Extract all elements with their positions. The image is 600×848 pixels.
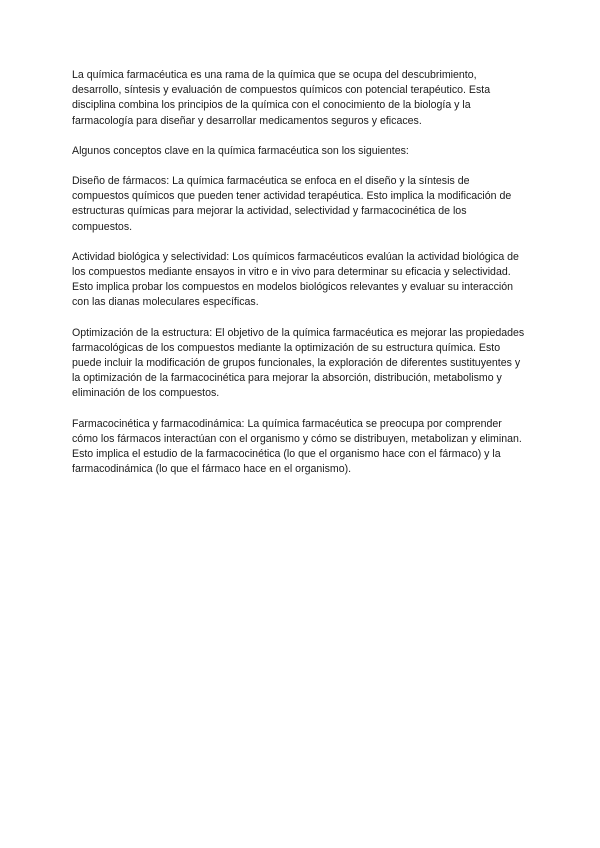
- intro-paragraph: La química farmacéutica es una rama de la química que se ocupa del descubrimiento, desarrollo, síntesis y evaluación de compuestos químicos con potencial terapéutico. Esta disciplina combina los principios de la química con el conocimiento de la biología y la farmacología para diseñar y desarrollar medicamentos seguros y eficaces.: [72, 69, 491, 127]
- concept-drug-design: Diseño de fármacos: La química farmacéutica se enfoca en el diseño y la síntesis de compuestos químicos que pueden tener actividad terapéutica. Esto implica la modificación de estructuras químicas para mejorar la actividad, selectividad y farmacocinética de los compuestos.: [72, 175, 512, 233]
- concept-biological-activity: Actividad biológica y selectividad: Los químicos farmacéuticos evalúan la actividad biológica de los compuestos mediante ensayos in vitro e in vivo para determinar su eficacia y selectividad. Esto implica probar los compuestos en modelos biológicos relevantes y evaluar su interacción con las dianas moleculares específicas.: [72, 250, 519, 309]
- key-concepts-intro: Algunos conceptos clave en la química farmacéutica son los siguientes:: [72, 144, 409, 157]
- concept-pharmacokinetics: Farmacocinética y farmacodinámica: La química farmacéutica se preocupa por comprender cómo los fármacos interactúan con el organismo y cómo se distribuyen, metabolizan y eliminan. Esto implica el estudio de la farmacocinética (lo que el organismo hace con el fármaco) y la farmacodinámica (lo que el fármaco hace en el organismo).: [72, 417, 522, 476]
- concept-structure-optimization: Optimización de la estructura: El objetivo de la química farmacéutica es mejorar las propiedades farmacológicas de los compuestos mediante la optimización de su estructura química. Esto puede incluir la modificación de grupos funcionales, la exploración de diferentes sustituyentes y la optimización de la farmacocinética para mejorar la absorción, distribución, metabolismo y eliminación de los compuestos.: [72, 326, 525, 400]
- document-body: [72, 68, 528, 492]
